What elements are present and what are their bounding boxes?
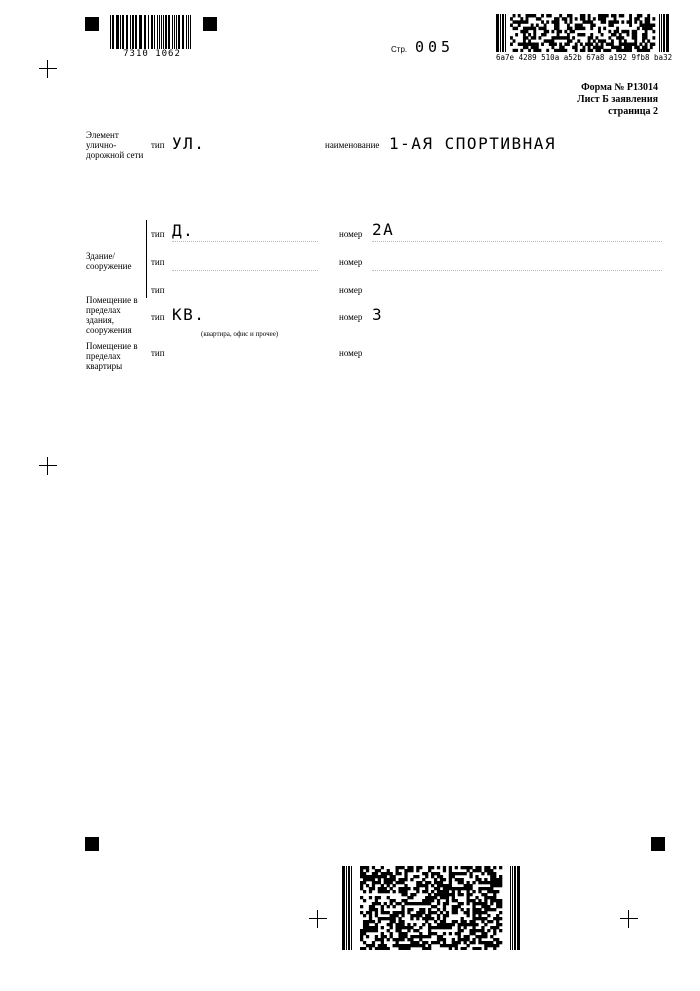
building-type-field-2 [172,270,318,271]
building-number-field-2 [372,270,662,271]
premises-label: Помещение в пределах здания, сооружения [86,295,138,335]
form-page: страница 2 [608,106,658,117]
building-type-label-1: тип [151,229,165,239]
building-type-value-1: Д. [172,221,195,240]
data-matrix-code-bottom [342,866,520,950]
crosshair-mark-bottom-right [620,910,638,928]
street-name-label: наименование [325,140,380,150]
building-type-field-1 [172,241,318,242]
page-label: Стр. [391,45,408,54]
building-type-label-2: тип [151,257,165,267]
crosshair-mark-bottom-left [309,910,327,928]
building-number-value-1: 2А [372,220,395,239]
building-number-label-3: номер [339,285,363,295]
apartment-premises-type-label: тип [151,348,165,358]
form-header [577,82,658,118]
street-name-value: 1-АЯ СПОРТИВНАЯ [389,134,556,153]
premises-number-label: номер [339,312,363,322]
registration-square-top-left [85,17,99,31]
crosshair-mark-middle [39,457,57,475]
crosshair-mark-top [39,60,57,78]
data-matrix-code-top [496,14,669,52]
form-sheet: Лист Б заявления [577,94,658,105]
premises-type-value: КВ. [172,305,206,324]
street-element-label: Элемент улично-дорожной сети [86,130,144,160]
barcode-image [110,15,194,49]
apartment-premises-number-label: номер [339,348,363,358]
building-number-field-1 [372,241,662,242]
premises-type-hint: (квартира, офис и прочее) [201,330,279,338]
barcode-number: 7310 1062 [123,49,181,59]
registration-square-top-mid [203,17,217,31]
building-number-label-1: номер [339,229,363,239]
building-type-label-3: тип [151,285,165,295]
premises-number-value: 3 [372,305,384,324]
street-type-label: тип [151,140,165,150]
page-number: 005 [415,38,455,56]
registration-square-bottom-right [651,837,665,851]
apartment-premises-label: Помещение в пределах квартиры [86,341,138,371]
building-label: Здание/ сооружение [86,251,132,271]
premises-type-label: тип [151,312,165,322]
street-type-value: УЛ. [172,134,206,153]
building-bracket-line [146,220,147,298]
form-name: Форма № Р13014 [581,82,658,93]
building-number-label-2: номер [339,257,363,267]
code-text: 6a7e 4289 510a a52b 67a8 a192 9fb8 ba32 [496,53,673,62]
registration-square-bottom-left [85,837,99,851]
